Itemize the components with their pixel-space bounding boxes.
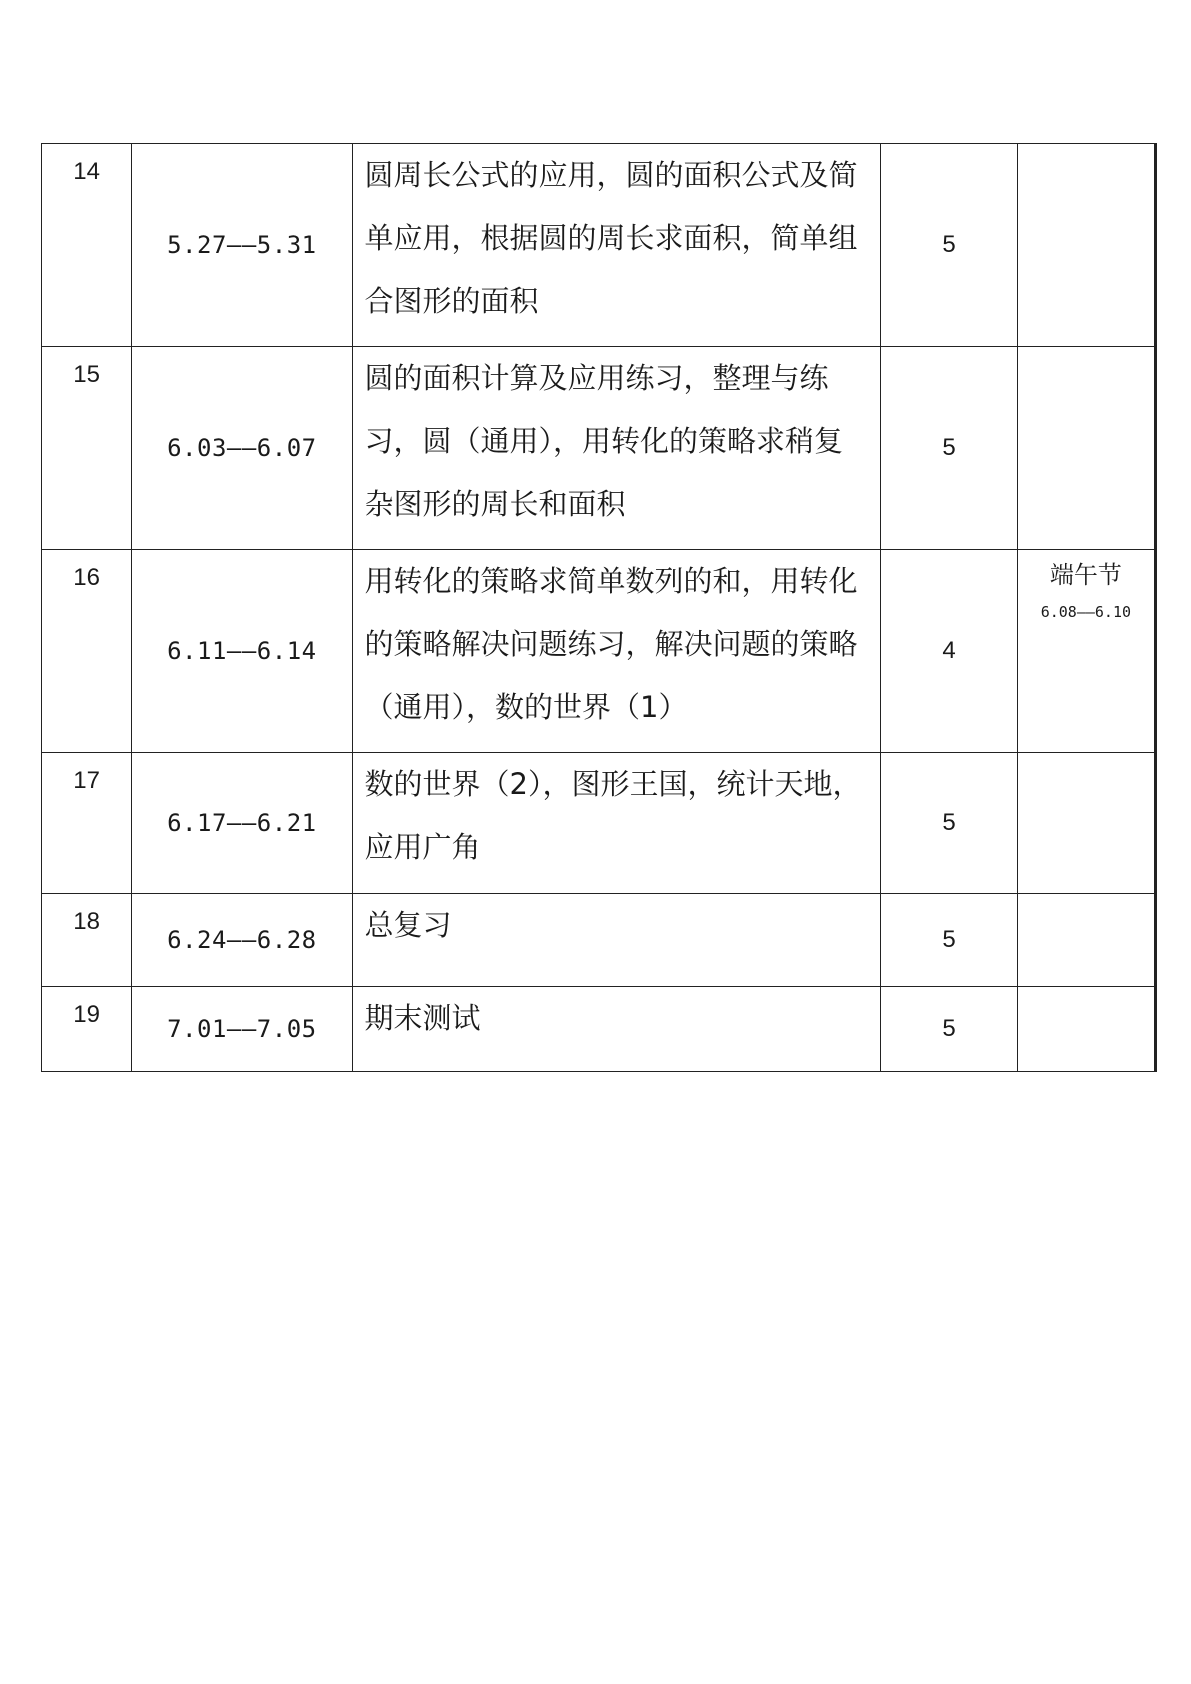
remark-title: 端午节 — [1049, 561, 1122, 589]
week-number: 18 — [42, 894, 132, 987]
date-range: 6.17——6.21 — [132, 753, 352, 894]
teaching-content: 圆周长公式的应用，圆的面积公式及简单应用，根据圆的周长求面积，简单组合图形的面积 — [352, 144, 881, 347]
teaching-content: 数的世界（2），图形王国，统计天地，应用广角 — [352, 753, 881, 894]
lesson-hours: 4 — [881, 550, 1017, 753]
lesson-hours: 5 — [881, 753, 1017, 894]
table-row — [42, 987, 1156, 1072]
date-range: 5.27——5.31 — [132, 144, 352, 347]
date-range: 7.01——7.05 — [132, 987, 352, 1072]
week-number: 14 — [42, 144, 132, 347]
remark-cell — [1017, 550, 1155, 753]
week-number: 17 — [42, 753, 132, 894]
remark-cell — [1017, 347, 1155, 550]
table-row — [42, 753, 1156, 894]
date-range: 6.11——6.14 — [132, 550, 352, 753]
table-row — [42, 144, 1156, 347]
remark-cell — [1017, 894, 1155, 987]
week-number: 19 — [42, 987, 132, 1072]
table-row — [42, 550, 1156, 753]
teaching-content: 总复习 — [352, 894, 881, 987]
lesson-hours: 5 — [881, 894, 1017, 987]
table-row — [42, 894, 1156, 987]
remark-date: 6.08——6.10 — [1040, 603, 1132, 621]
lesson-hours: 5 — [881, 144, 1017, 347]
date-range: 6.03——6.07 — [132, 347, 352, 550]
teaching-schedule-table — [41, 143, 1157, 1072]
lesson-hours: 5 — [881, 347, 1017, 550]
teaching-content: 用转化的策略求简单数列的和，用转化的策略解决问题练习，解决问题的策略（通用），数的世界（1） — [352, 550, 881, 753]
week-number: 16 — [42, 550, 132, 753]
date-range: 6.24——6.28 — [132, 894, 352, 987]
remark-cell — [1017, 987, 1155, 1072]
teaching-content: 圆的面积计算及应用练习，整理与练习，圆（通用），用转化的策略求稍复杂图形的周长和面积 — [352, 347, 881, 550]
table-row — [42, 347, 1156, 550]
teaching-content: 期末测试 — [352, 987, 881, 1072]
remark-cell — [1017, 144, 1155, 347]
week-number: 15 — [42, 347, 132, 550]
lesson-hours: 5 — [881, 987, 1017, 1072]
remark-cell — [1017, 753, 1155, 894]
